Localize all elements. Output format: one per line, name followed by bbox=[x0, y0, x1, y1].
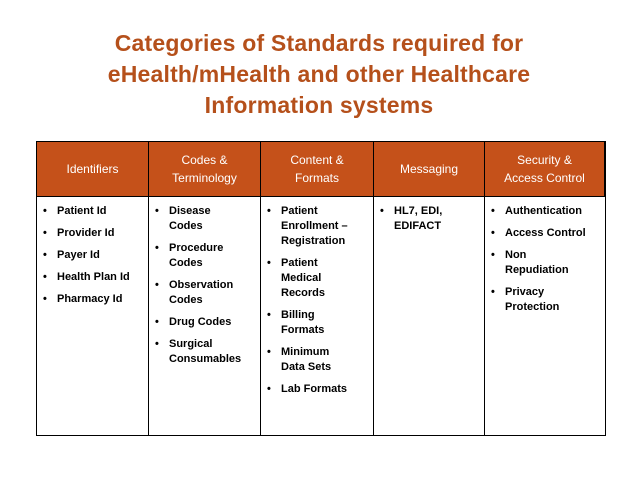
list-item bbox=[153, 337, 256, 367]
bullet-icon: • bbox=[267, 383, 271, 395]
bullet-icon: • bbox=[43, 293, 47, 305]
list-item-text: HL7, EDI, EDIFACT bbox=[394, 205, 443, 232]
list-item-text: Minimum Data Sets bbox=[281, 346, 332, 373]
list-item-text: Disease Codes bbox=[169, 205, 211, 232]
standards-table bbox=[36, 141, 606, 436]
bullet-icon: • bbox=[491, 249, 495, 261]
list-item-text: Pharmacy Id bbox=[57, 293, 123, 305]
bullet-icon: • bbox=[43, 249, 47, 261]
column-codes-terminology bbox=[149, 197, 261, 435]
list-item bbox=[265, 256, 369, 301]
bullet-icon: • bbox=[155, 205, 159, 217]
bullet-icon: • bbox=[267, 309, 271, 321]
list-item bbox=[489, 248, 601, 278]
bullet-icon: • bbox=[155, 316, 159, 328]
bullet-icon: • bbox=[43, 271, 47, 283]
header-codes-terminology: Codes & Terminology bbox=[149, 142, 261, 197]
bullet-icon: • bbox=[267, 257, 271, 269]
header-content-formats: Content & Formats bbox=[261, 142, 374, 197]
title-line-3: Information systems bbox=[204, 92, 434, 118]
list-item bbox=[489, 204, 601, 219]
bullet-icon: • bbox=[380, 205, 384, 217]
list-item bbox=[153, 278, 256, 308]
list-item-text: Privacy Protection bbox=[505, 286, 560, 313]
list-item bbox=[489, 285, 601, 315]
list-item bbox=[41, 292, 144, 307]
list-item-text: Patient Enrollment – Registration bbox=[281, 205, 348, 247]
list-item bbox=[265, 308, 369, 338]
list-item bbox=[489, 226, 601, 241]
bullet-icon: • bbox=[267, 205, 271, 217]
list-item-text: Patient Medical Records bbox=[281, 257, 326, 299]
bullet-icon: • bbox=[43, 205, 47, 217]
list-item-text: Procedure Codes bbox=[169, 242, 224, 269]
column-identifiers bbox=[37, 197, 149, 435]
list-item bbox=[153, 315, 256, 330]
title-line-1: Categories of Standards required for bbox=[114, 30, 524, 56]
list-item bbox=[153, 204, 256, 234]
list-item-text: Health Plan Id bbox=[57, 271, 130, 283]
header-security-access-control: Security & Access Control bbox=[485, 142, 605, 197]
column-content-formats bbox=[261, 197, 374, 435]
list-item bbox=[41, 226, 144, 241]
title-line-2: eHealth/mHealth and other Healthcare bbox=[107, 61, 531, 87]
bullet-icon: • bbox=[43, 227, 47, 239]
list-item-text: Surgical Consumables bbox=[169, 338, 242, 365]
list-item bbox=[265, 204, 369, 249]
list-item bbox=[153, 241, 256, 271]
list-item bbox=[265, 345, 369, 375]
column-security-access-control bbox=[485, 197, 605, 435]
header-messaging: Messaging bbox=[374, 142, 485, 197]
list-item bbox=[41, 248, 144, 263]
list-item-text: Access Control bbox=[505, 227, 586, 239]
bullet-icon: • bbox=[155, 242, 159, 254]
bullet-icon: • bbox=[155, 338, 159, 350]
bullet-icon: • bbox=[491, 286, 495, 298]
list-item bbox=[41, 270, 144, 285]
list-item-text: Non Repudiation bbox=[505, 249, 569, 276]
list-item-text: Lab Formats bbox=[281, 383, 348, 395]
bullet-icon: • bbox=[491, 227, 495, 239]
bullet-icon: • bbox=[267, 346, 271, 358]
bullet-icon: • bbox=[491, 205, 495, 217]
slide-title bbox=[0, 28, 638, 121]
column-messaging bbox=[374, 197, 485, 435]
list-item-text: Authentication bbox=[505, 205, 582, 217]
bullet-icon: • bbox=[155, 279, 159, 291]
list-item bbox=[265, 382, 369, 397]
list-item-text: Patient Id bbox=[57, 205, 107, 217]
list-item-text: Payer Id bbox=[57, 249, 100, 261]
list-item bbox=[41, 204, 144, 219]
list-item-text: Observation Codes bbox=[169, 279, 234, 306]
list-item-text: Drug Codes bbox=[169, 316, 232, 328]
list-item bbox=[378, 204, 480, 234]
header-identifiers: Identifiers bbox=[37, 142, 149, 197]
list-item-text: Provider Id bbox=[57, 227, 115, 239]
list-item-text: Billing Formats bbox=[281, 309, 325, 336]
